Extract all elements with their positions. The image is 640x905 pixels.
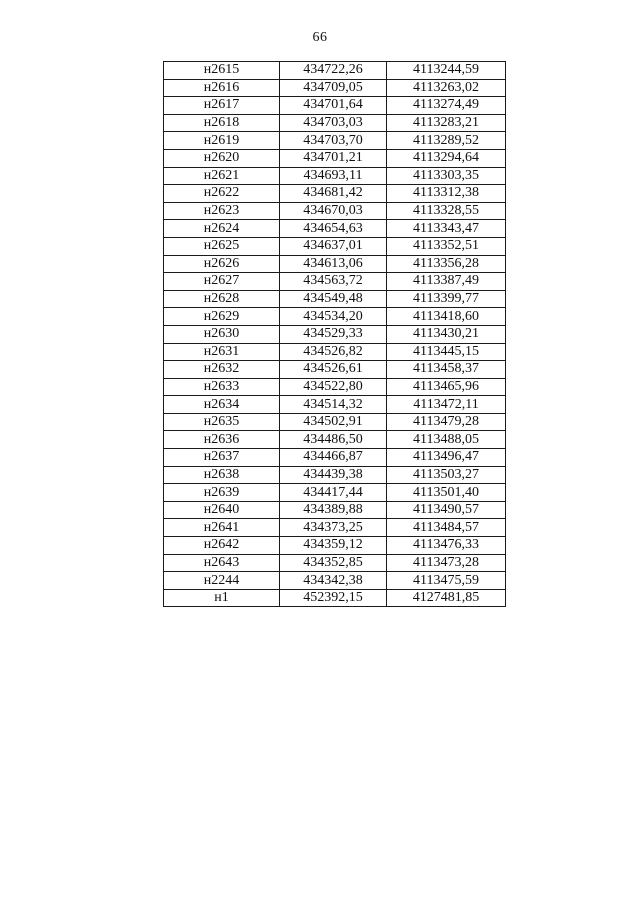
point-name-cell: н2625 bbox=[164, 237, 280, 255]
x-coordinate-cell: 434709,05 bbox=[280, 79, 387, 97]
point-name-cell: н2621 bbox=[164, 167, 280, 185]
y-coordinate-cell: 4113328,55 bbox=[387, 202, 506, 220]
x-coordinate-cell: 434439,38 bbox=[280, 466, 387, 484]
y-coordinate-cell: 4113458,37 bbox=[387, 361, 506, 379]
point-name-cell: н2626 bbox=[164, 255, 280, 273]
point-name-cell: н2632 bbox=[164, 361, 280, 379]
x-coordinate-cell: 434703,70 bbox=[280, 132, 387, 150]
x-coordinate-cell: 434681,42 bbox=[280, 185, 387, 203]
table-row bbox=[164, 589, 506, 607]
table-row bbox=[164, 449, 506, 467]
x-coordinate-cell: 434670,03 bbox=[280, 202, 387, 220]
point-name-cell: н2636 bbox=[164, 431, 280, 449]
y-coordinate-cell: 4113263,02 bbox=[387, 79, 506, 97]
y-coordinate-cell: 4113356,28 bbox=[387, 255, 506, 273]
y-coordinate-cell: 4113387,49 bbox=[387, 273, 506, 291]
y-coordinate-cell: 4113501,40 bbox=[387, 484, 506, 502]
y-coordinate-cell: 4113473,28 bbox=[387, 554, 506, 572]
y-coordinate-cell: 4127481,85 bbox=[387, 589, 506, 607]
point-name-cell: н2623 bbox=[164, 202, 280, 220]
table-row bbox=[164, 537, 506, 555]
table-row bbox=[164, 343, 506, 361]
x-coordinate-cell: 434701,21 bbox=[280, 149, 387, 167]
x-coordinate-cell: 434502,91 bbox=[280, 413, 387, 431]
y-coordinate-cell: 4113312,38 bbox=[387, 185, 506, 203]
table-row bbox=[164, 413, 506, 431]
y-coordinate-cell: 4113399,77 bbox=[387, 290, 506, 308]
point-name-cell: н2633 bbox=[164, 378, 280, 396]
y-coordinate-cell: 4113430,21 bbox=[387, 325, 506, 343]
y-coordinate-cell: 4113352,51 bbox=[387, 237, 506, 255]
y-coordinate-cell: 4113445,15 bbox=[387, 343, 506, 361]
point-name-cell: н2618 bbox=[164, 114, 280, 132]
table-row bbox=[164, 466, 506, 484]
table-row bbox=[164, 62, 506, 80]
x-coordinate-cell: 434342,38 bbox=[280, 572, 387, 590]
point-name-cell: н2628 bbox=[164, 290, 280, 308]
x-coordinate-cell: 434486,50 bbox=[280, 431, 387, 449]
coordinates-table bbox=[163, 61, 506, 607]
y-coordinate-cell: 4113283,21 bbox=[387, 114, 506, 132]
point-name-cell: н2244 bbox=[164, 572, 280, 590]
table-row bbox=[164, 378, 506, 396]
y-coordinate-cell: 4113289,52 bbox=[387, 132, 506, 150]
x-coordinate-cell: 434514,32 bbox=[280, 396, 387, 414]
y-coordinate-cell: 4113476,33 bbox=[387, 537, 506, 555]
page-number: 66 bbox=[312, 30, 328, 45]
point-name-cell: н2624 bbox=[164, 220, 280, 238]
x-coordinate-cell: 434654,63 bbox=[280, 220, 387, 238]
point-name-cell: н2615 bbox=[164, 62, 280, 80]
x-coordinate-cell: 434373,25 bbox=[280, 519, 387, 537]
x-coordinate-cell: 434563,72 bbox=[280, 273, 387, 291]
y-coordinate-cell: 4113503,27 bbox=[387, 466, 506, 484]
point-name-cell: н2617 bbox=[164, 97, 280, 115]
table-row bbox=[164, 484, 506, 502]
point-name-cell: н2620 bbox=[164, 149, 280, 167]
y-coordinate-cell: 4113490,57 bbox=[387, 501, 506, 519]
table-row bbox=[164, 554, 506, 572]
y-coordinate-cell: 4113244,59 bbox=[387, 62, 506, 80]
table-row bbox=[164, 237, 506, 255]
y-coordinate-cell: 4113496,47 bbox=[387, 449, 506, 467]
table-row bbox=[164, 290, 506, 308]
y-coordinate-cell: 4113465,96 bbox=[387, 378, 506, 396]
x-coordinate-cell: 434534,20 bbox=[280, 308, 387, 326]
table-row bbox=[164, 519, 506, 537]
x-coordinate-cell: 434526,82 bbox=[280, 343, 387, 361]
point-name-cell: н2641 bbox=[164, 519, 280, 537]
x-coordinate-cell: 434352,85 bbox=[280, 554, 387, 572]
table-row bbox=[164, 431, 506, 449]
point-name-cell: н2622 bbox=[164, 185, 280, 203]
table-row bbox=[164, 167, 506, 185]
table-row bbox=[164, 501, 506, 519]
x-coordinate-cell: 434637,01 bbox=[280, 237, 387, 255]
y-coordinate-cell: 4113274,49 bbox=[387, 97, 506, 115]
x-coordinate-cell: 434389,88 bbox=[280, 501, 387, 519]
x-coordinate-cell: 434466,87 bbox=[280, 449, 387, 467]
x-coordinate-cell: 434693,11 bbox=[280, 167, 387, 185]
y-coordinate-cell: 4113472,11 bbox=[387, 396, 506, 414]
point-name-cell: н2619 bbox=[164, 132, 280, 150]
point-name-cell: н2638 bbox=[164, 466, 280, 484]
table-row bbox=[164, 220, 506, 238]
x-coordinate-cell: 434522,80 bbox=[280, 378, 387, 396]
y-coordinate-cell: 4113418,60 bbox=[387, 308, 506, 326]
point-name-cell: н2639 bbox=[164, 484, 280, 502]
point-name-cell: н2629 bbox=[164, 308, 280, 326]
table-row bbox=[164, 114, 506, 132]
y-coordinate-cell: 4113475,59 bbox=[387, 572, 506, 590]
point-name-cell: н2637 bbox=[164, 449, 280, 467]
point-name-cell: н2627 bbox=[164, 273, 280, 291]
table-row bbox=[164, 149, 506, 167]
table-row bbox=[164, 132, 506, 150]
point-name-cell: н2635 bbox=[164, 413, 280, 431]
table-row bbox=[164, 273, 506, 291]
y-coordinate-cell: 4113479,28 bbox=[387, 413, 506, 431]
point-name-cell: н2630 bbox=[164, 325, 280, 343]
table-row bbox=[164, 396, 506, 414]
point-name-cell: н1 bbox=[164, 589, 280, 607]
table-row bbox=[164, 79, 506, 97]
point-name-cell: н2640 bbox=[164, 501, 280, 519]
y-coordinate-cell: 4113294,64 bbox=[387, 149, 506, 167]
x-coordinate-cell: 434701,64 bbox=[280, 97, 387, 115]
point-name-cell: н2634 bbox=[164, 396, 280, 414]
point-name-cell: н2616 bbox=[164, 79, 280, 97]
x-coordinate-cell: 434613,06 bbox=[280, 255, 387, 273]
table-row bbox=[164, 308, 506, 326]
y-coordinate-cell: 4113488,05 bbox=[387, 431, 506, 449]
point-name-cell: н2642 bbox=[164, 537, 280, 555]
x-coordinate-cell: 434417,44 bbox=[280, 484, 387, 502]
table-row bbox=[164, 255, 506, 273]
table-row bbox=[164, 361, 506, 379]
x-coordinate-cell: 434529,33 bbox=[280, 325, 387, 343]
x-coordinate-cell: 434722,26 bbox=[280, 62, 387, 80]
table-row bbox=[164, 572, 506, 590]
table-row bbox=[164, 185, 506, 203]
y-coordinate-cell: 4113343,47 bbox=[387, 220, 506, 238]
table-row bbox=[164, 325, 506, 343]
point-name-cell: н2631 bbox=[164, 343, 280, 361]
x-coordinate-cell: 434526,61 bbox=[280, 361, 387, 379]
y-coordinate-cell: 4113484,57 bbox=[387, 519, 506, 537]
x-coordinate-cell: 434549,48 bbox=[280, 290, 387, 308]
table-row bbox=[164, 202, 506, 220]
point-name-cell: н2643 bbox=[164, 554, 280, 572]
x-coordinate-cell: 434359,12 bbox=[280, 537, 387, 555]
y-coordinate-cell: 4113303,35 bbox=[387, 167, 506, 185]
coordinates-table-body bbox=[164, 62, 506, 607]
x-coordinate-cell: 452392,15 bbox=[280, 589, 387, 607]
table-row bbox=[164, 97, 506, 115]
x-coordinate-cell: 434703,03 bbox=[280, 114, 387, 132]
